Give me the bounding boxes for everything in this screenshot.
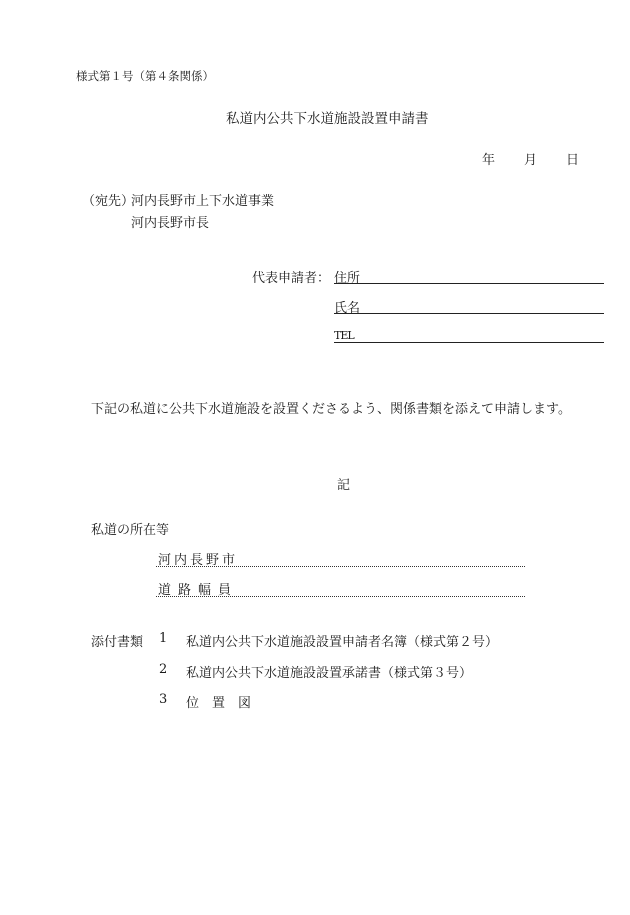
addressee-line1: 河内長野市上下水道事業	[131, 194, 275, 209]
addressee-prefix: （宛先）	[82, 194, 135, 209]
page-title: 私道内公共下水道施設設置申請書	[226, 111, 429, 127]
attachment-text-3: 位 置 図	[186, 696, 252, 711]
date-year: 年	[482, 153, 496, 168]
road-width-line[interactable]	[156, 596, 525, 597]
tel-label: TEL	[334, 329, 354, 342]
location-heading: 私道の所在等	[91, 523, 170, 538]
attachment-text-2: 私道内公共下水道施設設置承諾書（様式第３号）	[186, 666, 473, 681]
city-line[interactable]	[156, 566, 525, 567]
date-day: 日	[566, 153, 580, 168]
address-label: 住所	[334, 271, 361, 286]
record-heading: 記	[337, 478, 351, 493]
form-number: 様式第１号（第４条関係）	[76, 69, 214, 83]
name-line[interactable]	[334, 313, 604, 314]
applicant-label: 代表申請者：	[252, 271, 331, 286]
location-road-width: 道路幅員	[158, 583, 239, 598]
request-text: 下記の私道に公共下水道施設を設置くださるよう、関係書類を添えて申請します。	[91, 402, 571, 417]
attachment-num-3: 3	[159, 692, 168, 707]
date-month: 月	[524, 153, 538, 168]
tel-line[interactable]	[334, 342, 604, 343]
addressee-line2: 河内長野市長	[131, 216, 210, 231]
attachment-text-1: 私道内公共下水道施設設置申請者名簿（様式第２号）	[186, 635, 499, 650]
attachment-num-2: 2	[159, 662, 168, 677]
attachment-num-1: 1	[159, 631, 168, 646]
location-city: 河内長野市	[158, 553, 239, 568]
name-label: 氏名	[334, 301, 361, 316]
address-line[interactable]	[334, 283, 604, 284]
attachments-heading: 添付書類	[91, 635, 144, 650]
